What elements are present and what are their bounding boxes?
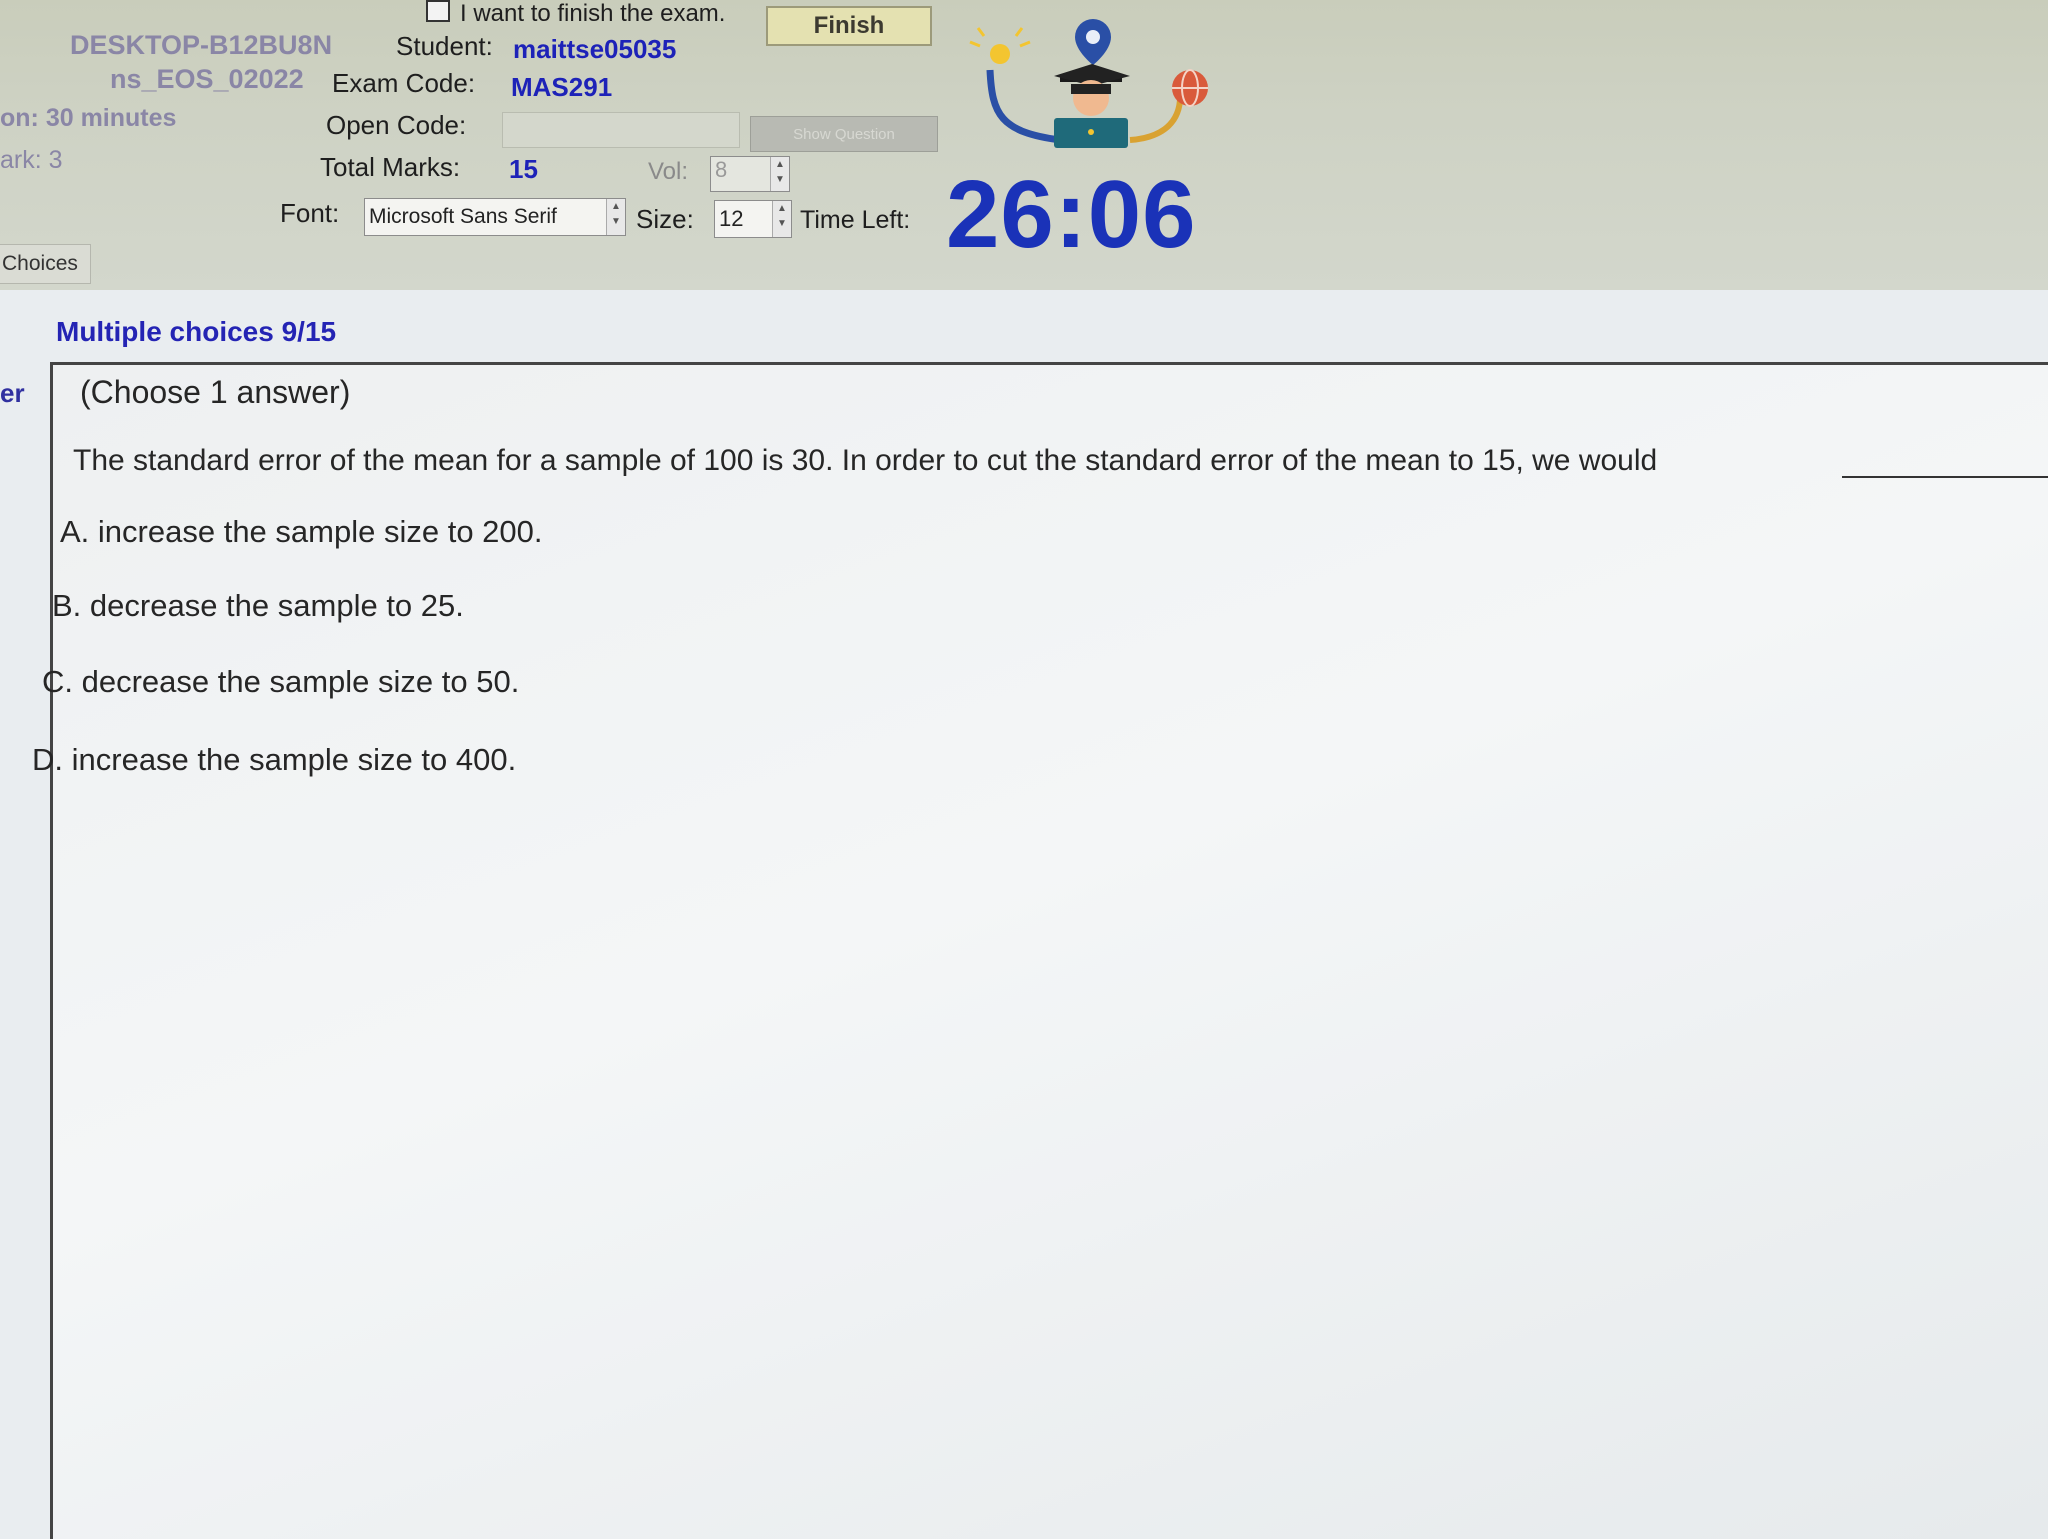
finish-button[interactable]: Finish <box>766 6 932 46</box>
machine-name: DESKTOP-B12BU8N <box>70 30 333 60</box>
total-marks-value: 15 <box>509 154 538 184</box>
option-letter: C. <box>42 664 73 699</box>
option-letter: A. <box>60 514 90 549</box>
font-spin-arrows-icon[interactable]: ▲ ▼ <box>606 199 625 235</box>
section-title: Multiple choices 9/15 <box>56 316 337 347</box>
size-label: Size: <box>636 204 694 234</box>
student-label: Student: <box>396 31 493 61</box>
side-label-text: er <box>0 378 25 408</box>
time-left-timer: 26:06 <box>946 161 1197 268</box>
vol-label: Vol: <box>648 158 689 185</box>
show-question-button[interactable]: Show Question <box>750 116 938 152</box>
open-code-input[interactable] <box>502 112 740 148</box>
option-text: decrease the sample size to 50. <box>81 664 520 699</box>
mark-text: ark: 3 <box>0 146 63 174</box>
duration-text: on: 30 minutes <box>0 104 177 132</box>
exam-header <box>0 0 2048 290</box>
font-selector[interactable] <box>364 198 626 236</box>
font-value: Microsoft Sans Serif <box>369 205 557 228</box>
vol-spin-arrows-icon[interactable]: ▲ ▼ <box>770 157 789 191</box>
option-c[interactable] <box>42 664 519 700</box>
exam-id: ns_EOS_02022 <box>110 64 304 94</box>
option-letter: D. <box>32 742 63 777</box>
open-code-label: Open Code: <box>326 110 467 140</box>
option-text: increase the sample size to 400. <box>71 742 517 777</box>
finish-exam-checkbox[interactable] <box>426 0 450 22</box>
exam-code-label: Exam Code: <box>332 68 476 98</box>
finish-exam-label: I want to finish the exam. <box>460 0 726 27</box>
time-left-label: Time Left: <box>800 206 911 234</box>
answer-blank-line <box>1842 476 2048 478</box>
size-spinner[interactable] <box>714 200 792 238</box>
option-text: decrease the sample to 25. <box>89 588 464 623</box>
option-d[interactable] <box>32 742 516 778</box>
question-instruction: (Choose 1 answer) <box>80 374 351 410</box>
font-label: Font: <box>280 198 340 228</box>
total-marks-label: Total Marks: <box>320 152 461 182</box>
option-letter: B. <box>52 588 82 623</box>
option-a[interactable] <box>60 514 543 550</box>
student-id: maittse05035 <box>513 34 677 64</box>
size-spin-arrows-icon[interactable]: ▲ ▼ <box>772 201 791 237</box>
vol-value: 8 <box>715 157 728 182</box>
vol-spinner[interactable] <box>710 156 790 192</box>
size-value: 12 <box>719 206 744 231</box>
tab-choices[interactable]: Choices <box>0 244 91 284</box>
graduate-mascot-icon <box>950 14 1240 154</box>
option-b[interactable] <box>52 588 464 624</box>
exam-code-value: MAS291 <box>511 72 613 102</box>
question-text: The standard error of the mean for a sample of 100 is 30. In order to cut the standard error of the mean to 15, we would <box>73 444 1658 477</box>
option-text: increase the sample size to 200. <box>97 514 543 549</box>
